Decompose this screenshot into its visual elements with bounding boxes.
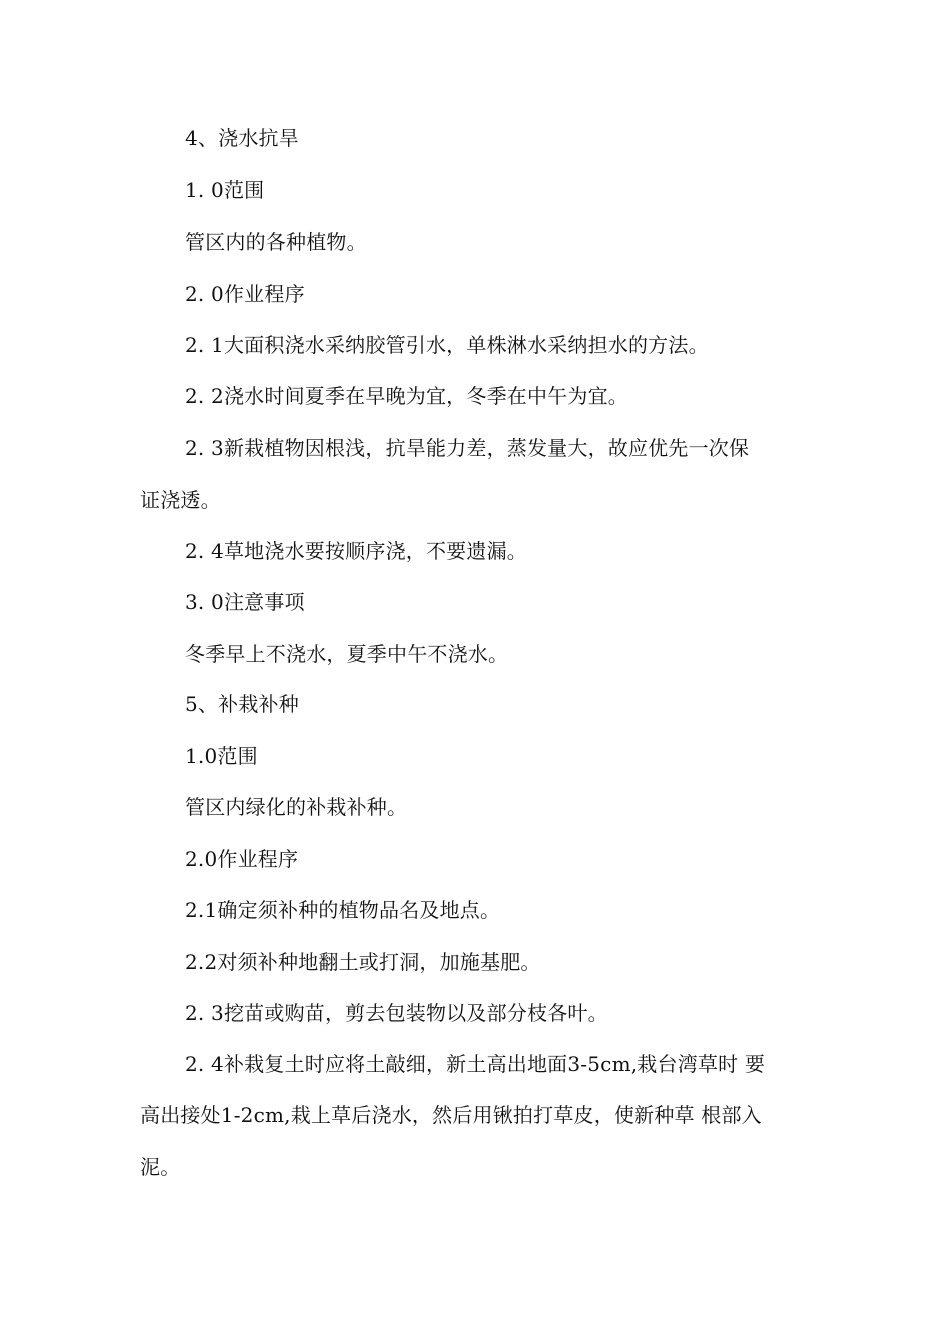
paragraph-text: 2.2对须补种地翻土或打洞，加施基肥。	[185, 950, 541, 974]
paragraph-text-continued: 高出接处1-2cm,栽上草后浇水，然后用锹拍打草皮，使新种草 根部入	[140, 1103, 762, 1127]
subheading-procedure: 2.0作业程序	[185, 847, 299, 871]
paragraph-text: 管区内的各种植物。	[185, 230, 367, 254]
subheading-procedure: 2. 0作业程序	[185, 282, 305, 306]
subheading-scope: 1. 0范围	[185, 178, 265, 202]
paragraph-text: 2. 1大面积浇水采纳胶管引水，单株淋水采纳担水的方法。	[185, 333, 709, 357]
paragraph-text-continued: 证浇透。	[140, 488, 221, 512]
paragraph-text: 2. 4补栽复土时应将土敲细，新土高出地面3-5cm,栽台湾草时 要	[185, 1052, 766, 1076]
section-heading-watering: 4、浇水抗旱	[185, 126, 299, 150]
section-heading-replanting: 5、补栽补种	[185, 692, 299, 716]
paragraph-text: 2.1确定须补种的植物品名及地点。	[185, 898, 501, 922]
paragraph-text-continued: 泥。	[140, 1155, 181, 1179]
paragraph-text: 管区内绿化的补栽补种。	[185, 795, 408, 819]
paragraph-text: 2. 3挖苗或购苗，剪去包装物以及部分枝各叶。	[185, 1001, 608, 1025]
paragraph-text: 冬季早上不浇水，夏季中午不浇水。	[185, 642, 509, 666]
paragraph-text: 2. 4草地浇水要按顺序浇，不要遗漏。	[185, 539, 527, 563]
paragraph-text: 2. 3新栽植物因根浅，抗旱能力差，蒸发量大，故应优先一次保	[185, 436, 750, 460]
subheading-scope: 1.0范围	[185, 744, 258, 768]
paragraph-text: 2. 2浇水时间夏季在早晚为宜，冬季在中午为宜。	[185, 384, 628, 408]
subheading-notes: 3. 0注意事项	[185, 590, 305, 614]
